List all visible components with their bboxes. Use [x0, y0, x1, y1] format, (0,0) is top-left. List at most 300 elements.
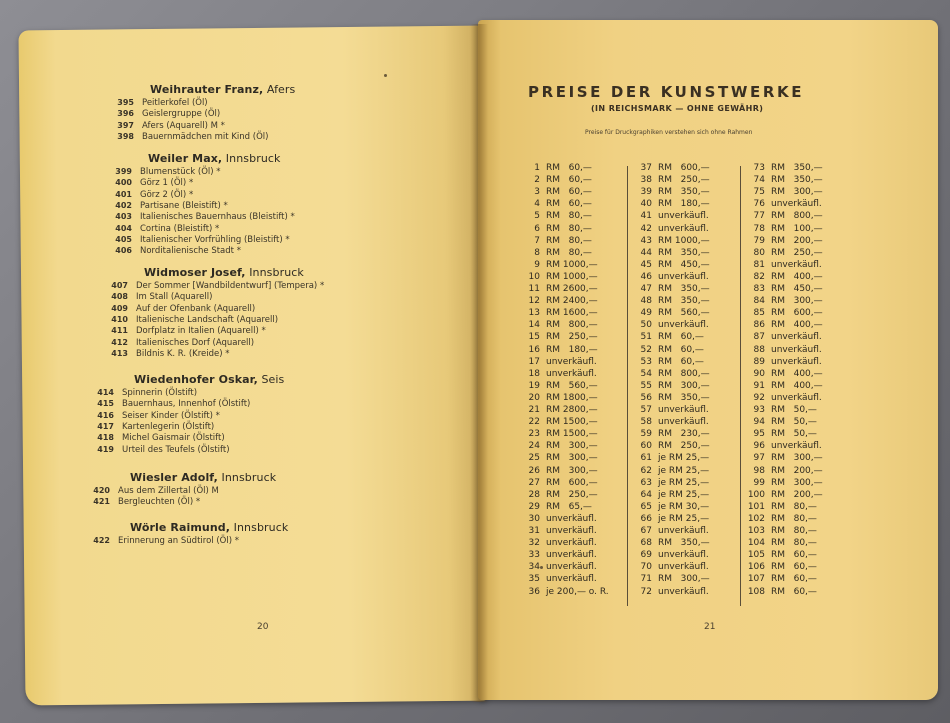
- catalog-number: 103: [747, 526, 765, 536]
- catalog-number: 418: [97, 433, 114, 443]
- price-row: [745, 502, 817, 512]
- price-value: RM 100,—: [771, 223, 823, 234]
- artist-name: Widmoser Josef,: [144, 266, 246, 279]
- artwork-title: Italienischer Vorfrühling (Bleistift) *: [140, 234, 290, 245]
- price-row: [520, 199, 592, 209]
- catalog-number: 401: [115, 189, 132, 199]
- price-row: [520, 187, 592, 197]
- catalog-number: 422: [93, 536, 110, 545]
- catalog-number: 29: [528, 501, 540, 512]
- price-value: RM 60,—: [546, 187, 592, 198]
- price-value: RM 1500,—: [546, 417, 598, 428]
- price-row: [520, 453, 598, 463]
- price-value: RM 80,—: [546, 223, 592, 234]
- artist-heading: [130, 471, 276, 484]
- catalog-number: 410: [111, 314, 128, 324]
- catalog-number: 91: [753, 380, 765, 391]
- artist-place: Innsbruck: [217, 471, 277, 484]
- artwork-title: Spinnerin (Ölstift): [122, 388, 198, 398]
- price-row: [745, 345, 822, 355]
- artwork-title: Michel Gaismair (Ölstift): [122, 433, 225, 444]
- catalog-number: 9: [534, 259, 540, 270]
- price-row: [632, 526, 709, 536]
- price-row: [632, 550, 709, 560]
- price-value: RM 300,—: [658, 574, 710, 585]
- catalog-number: 28: [528, 489, 540, 500]
- artwork-entry: [84, 536, 239, 546]
- catalog-number: 76: [753, 199, 765, 210]
- catalog-number: 7: [534, 235, 540, 246]
- catalog-number: 20: [528, 392, 540, 403]
- price-row: [632, 453, 709, 463]
- price-value: unverkäufl.: [658, 405, 709, 415]
- price-row: [520, 163, 592, 173]
- price-value: RM 1500,—: [546, 429, 598, 440]
- price-value: RM 60,—: [771, 562, 817, 573]
- catalog-number: 71: [640, 574, 652, 585]
- artwork-entry: [102, 281, 324, 291]
- catalog-number: 37: [640, 163, 652, 173]
- catalog-number: 95: [753, 429, 765, 440]
- price-row: [745, 284, 823, 294]
- price-row: [520, 429, 598, 439]
- price-row: [520, 405, 598, 415]
- price-value: RM 450,—: [658, 259, 710, 270]
- price-value: RM 50,—: [771, 417, 817, 428]
- catalog-number: 15: [528, 332, 540, 343]
- catalog-number: 413: [111, 348, 128, 358]
- catalog-number: 11: [528, 284, 540, 294]
- price-value: je RM 25,—: [658, 477, 710, 488]
- catalog-number: 88: [753, 344, 765, 355]
- artwork-entry: [102, 349, 230, 359]
- price-row: [520, 466, 598, 476]
- catalog-number: 417: [97, 421, 114, 431]
- price-value: RM 300,—: [546, 465, 598, 476]
- price-row: [745, 199, 822, 209]
- catalog-number: 78: [753, 223, 765, 234]
- catalog-number: 45: [640, 259, 652, 270]
- artwork-entry: [106, 201, 228, 211]
- catalog-number: 30: [528, 513, 540, 524]
- catalog-number: 56: [640, 392, 652, 403]
- artist-heading: [150, 83, 295, 96]
- price-row: [632, 441, 710, 451]
- price-row: [520, 538, 597, 548]
- price-row: [745, 224, 823, 234]
- artwork-title: Görz 2 (Öl) *: [140, 189, 194, 200]
- catalog-number: 107: [747, 574, 765, 585]
- price-value: RM 50,—: [771, 429, 817, 440]
- catalog-number: 33: [528, 550, 540, 561]
- artwork-title: Bauernmädchen mit Kind (Öl): [142, 131, 269, 142]
- catalog-number: 19: [528, 380, 540, 391]
- price-row: [632, 272, 709, 282]
- price-row: [520, 345, 598, 355]
- catalog-number: 38: [640, 175, 652, 186]
- catalog-number: 70: [640, 562, 652, 573]
- price-row: [632, 199, 710, 209]
- price-value: RM 1000,—: [546, 271, 598, 282]
- price-value: RM 60,—: [546, 175, 592, 186]
- catalog-number: 12: [528, 296, 540, 307]
- price-value: RM 60,—: [546, 199, 592, 210]
- price-value: unverkäufl.: [546, 550, 597, 561]
- price-row: [632, 393, 710, 403]
- price-row: [745, 453, 823, 463]
- catalog-number: 13: [528, 308, 540, 319]
- price-value: RM 60,—: [771, 586, 817, 597]
- artwork-entry: [106, 178, 193, 188]
- price-value: RM 350,—: [658, 538, 710, 549]
- catalog-number: 406: [115, 246, 132, 256]
- catalog-number: 43: [640, 235, 652, 246]
- price-row: [520, 526, 597, 536]
- price-value: RM 300,—: [771, 453, 823, 464]
- price-row: [632, 211, 709, 221]
- price-value: unverkäufl.: [658, 211, 709, 222]
- price-row: [520, 296, 598, 306]
- catalog-number: 62: [640, 465, 652, 476]
- catalog-number: 419: [97, 444, 114, 454]
- artwork-title: Norditalienische Stadt *: [140, 246, 241, 257]
- catalog-number: 16: [528, 344, 540, 355]
- price-value: RM 2800,—: [546, 405, 598, 415]
- catalog-number: 403: [115, 212, 132, 222]
- price-row: [520, 320, 598, 330]
- artwork-entry: [108, 132, 268, 142]
- artist-name: Wörle Raimund,: [130, 521, 231, 534]
- price-value: unverkäufl.: [658, 526, 709, 536]
- price-row: [632, 429, 710, 439]
- catalog-number: 85: [753, 308, 765, 319]
- price-row: [520, 502, 592, 512]
- artwork-title: Der Sommer [Wandbildentwurf] (Tempera) *: [136, 281, 325, 291]
- catalog-number: 398: [117, 131, 134, 141]
- price-value: RM 65,—: [546, 501, 592, 512]
- catalog-number: 84: [753, 296, 765, 307]
- price-value: unverkäufl.: [546, 538, 597, 549]
- catalog-number: 8: [534, 247, 540, 258]
- catalog-number: 75: [753, 187, 765, 198]
- price-value: RM 2400,—: [546, 296, 598, 307]
- catalog-number: 90: [753, 368, 765, 379]
- price-row: [632, 381, 710, 391]
- catalog-number: 81: [753, 259, 765, 270]
- catalog-number: 22: [528, 417, 540, 428]
- price-value: RM 180,—: [658, 199, 710, 210]
- artwork-entry: [106, 246, 241, 256]
- price-row: [745, 466, 823, 476]
- catalog-number: 404: [115, 223, 132, 233]
- catalog-number: 10: [528, 271, 540, 282]
- artwork-entry: [88, 445, 230, 455]
- catalog-number: 98: [753, 465, 765, 476]
- price-value: RM 400,—: [771, 271, 823, 282]
- price-row: [745, 587, 817, 597]
- artwork-title: Afers (Aquarell) M *: [142, 120, 225, 131]
- catalog-number: 73: [753, 163, 765, 173]
- catalog-number: 54: [640, 368, 652, 379]
- price-row: [745, 405, 817, 415]
- price-value: RM 600,—: [546, 477, 598, 488]
- price-row: [632, 490, 709, 500]
- price-value: RM 250,—: [771, 247, 823, 258]
- price-row: [632, 538, 710, 548]
- catalog-number: 47: [640, 284, 652, 294]
- price-row: [520, 574, 597, 584]
- price-value: je RM 25,—: [658, 453, 710, 464]
- price-row: [745, 381, 823, 391]
- artwork-title: Blumenstück (Öl) *: [140, 167, 221, 177]
- artwork-title: Geislergruppe (Öl): [142, 109, 221, 120]
- price-value: unverkäufl.: [771, 332, 822, 343]
- price-value: unverkäufl.: [546, 562, 597, 573]
- price-value: RM 800,—: [658, 368, 710, 379]
- price-value: unverkäufl.: [546, 356, 597, 367]
- price-row: [520, 260, 598, 270]
- artist-place: Innsbruck: [222, 152, 281, 165]
- artist-place: Afers: [263, 83, 296, 96]
- price-value: RM 80,—: [771, 538, 817, 549]
- catalog-number: 97: [753, 453, 765, 464]
- catalog-number: 14: [528, 320, 540, 331]
- price-row: [632, 417, 709, 427]
- catalog-number: 42: [640, 223, 652, 234]
- artwork-entry: [106, 212, 295, 222]
- price-value: unverkäufl.: [546, 574, 597, 585]
- price-row: [745, 441, 822, 451]
- catalog-number: 40: [640, 199, 652, 210]
- catalog-number: 415: [97, 399, 114, 409]
- artwork-title: Italienische Landschaft (Aquarell): [136, 314, 279, 325]
- price-row: [632, 587, 709, 597]
- artwork-entry: [106, 235, 290, 245]
- catalog-number: 6: [534, 223, 540, 234]
- artist-heading: [130, 521, 288, 534]
- price-row: [632, 502, 709, 512]
- price-row: [745, 211, 823, 221]
- price-value: RM 200,—: [771, 489, 823, 500]
- catalog-number: 31: [528, 526, 540, 536]
- left-page: [18, 26, 487, 706]
- catalog-number: 94: [753, 417, 765, 428]
- price-value: RM 560,—: [546, 380, 598, 391]
- catalog-number: 55: [640, 380, 652, 391]
- price-value: RM 60,—: [658, 344, 704, 355]
- price-row: [520, 369, 597, 379]
- catalog-number: 61: [640, 453, 652, 464]
- price-value: RM 800,—: [546, 320, 598, 331]
- price-value: RM 300,—: [546, 453, 598, 464]
- artwork-title: Görz 1 (Öl) *: [140, 178, 194, 189]
- catalog-number: 46: [640, 271, 652, 282]
- price-value: RM 60,—: [546, 163, 592, 173]
- catalog-number: 24: [528, 441, 540, 452]
- price-value: RM 80,—: [546, 211, 592, 222]
- catalog-number: 53: [640, 356, 652, 367]
- artwork-title: Seiser Kinder (Ölstift) *: [122, 410, 220, 421]
- price-value: RM 350,—: [658, 284, 710, 294]
- catalog-number: 60: [640, 441, 652, 452]
- page-number-left: 20: [257, 622, 269, 632]
- catalog-number: 104: [747, 538, 765, 549]
- artwork-title: Cortina (Bleistift) *: [140, 223, 220, 234]
- price-row: [745, 260, 822, 270]
- page-blemish: [384, 74, 387, 77]
- catalog-number: 412: [111, 337, 128, 347]
- price-row: [520, 332, 598, 342]
- price-value: RM 250,—: [658, 441, 710, 452]
- price-value: RM 400,—: [771, 368, 823, 379]
- catalog-number: 96: [753, 441, 765, 452]
- price-note: Preise für Druckgraphiken verstehen sich ohne Rahmen: [585, 129, 753, 136]
- page-number-right: 21: [704, 622, 716, 632]
- price-value: unverkäufl.: [771, 356, 822, 367]
- artwork-title: Auf der Ofenbank (Aquarell): [136, 303, 256, 314]
- catalog-number: 49: [640, 308, 652, 319]
- artwork-entry: [88, 422, 214, 432]
- price-row: [745, 320, 823, 330]
- price-row: [745, 175, 823, 185]
- catalog-number: 34: [528, 562, 540, 573]
- price-value: je RM 25,—: [658, 513, 710, 524]
- catalog-number: 105: [747, 550, 765, 561]
- price-value: RM 400,—: [771, 380, 823, 391]
- artwork-entry: [102, 292, 212, 302]
- catalog-number: 69: [640, 550, 652, 561]
- price-row: [632, 405, 709, 415]
- price-row: [745, 296, 823, 306]
- catalog-number: 86: [753, 320, 765, 331]
- price-value: RM 200,—: [771, 465, 823, 476]
- artwork-entry: [106, 224, 219, 234]
- price-value: RM 350,—: [658, 247, 710, 258]
- price-value: RM 800,—: [771, 211, 823, 222]
- catalog-number: 397: [117, 120, 134, 130]
- catalog-number: 27: [528, 477, 540, 488]
- price-row: [632, 187, 710, 197]
- page-subtitle: (IN REICHSMARK — OHNE GEWÄHR): [591, 104, 764, 113]
- artwork-entry: [88, 388, 197, 398]
- artwork-entry: [102, 315, 278, 325]
- catalog-number: 67: [640, 526, 652, 536]
- price-value: unverkäufl.: [546, 368, 597, 379]
- price-row: [745, 514, 817, 524]
- price-value: RM 250,—: [546, 489, 598, 500]
- catalog-number: 101: [747, 501, 765, 512]
- artwork-entry: [88, 411, 220, 421]
- artwork-entry: [106, 167, 221, 177]
- price-value: RM 2600,—: [546, 284, 598, 294]
- artwork-entry: [108, 121, 225, 131]
- price-value: RM 450,—: [771, 284, 823, 294]
- catalog-number: 51: [640, 332, 652, 343]
- catalog-number: 92: [753, 392, 765, 403]
- price-row: [745, 417, 817, 427]
- catalog-number: 108: [747, 586, 765, 597]
- artwork-title: Kartenlegerin (Ölstift): [122, 421, 215, 432]
- artwork-entry: [108, 98, 208, 108]
- price-row: [632, 357, 704, 367]
- price-value: RM 1600,—: [546, 308, 598, 319]
- catalog-number: 48: [640, 296, 652, 307]
- catalog-number: 74: [753, 175, 765, 186]
- price-value: unverkäufl.: [658, 320, 709, 331]
- price-row: [632, 332, 704, 342]
- catalog-number: 100: [747, 489, 765, 500]
- price-row: [520, 441, 598, 451]
- price-value: unverkäufl.: [658, 562, 709, 573]
- catalog-number: 35: [528, 574, 540, 585]
- artwork-title: Peitlerkofel (Öl): [142, 98, 208, 108]
- price-value: unverkäufl.: [771, 344, 822, 355]
- price-value: RM 200,—: [771, 235, 823, 246]
- catalog-number: 4: [534, 199, 540, 210]
- price-value: RM 600,—: [771, 308, 823, 319]
- price-value: unverkäufl.: [546, 526, 597, 536]
- catalog-number: 99: [753, 477, 765, 488]
- artwork-entry: [102, 326, 266, 336]
- catalog-number: 21: [528, 405, 540, 415]
- price-row: [745, 163, 823, 173]
- price-row: [745, 357, 822, 367]
- catalog-number: 59: [640, 429, 652, 440]
- column-divider: [627, 166, 628, 606]
- price-value: unverkäufl.: [771, 199, 822, 210]
- artwork-entry: [108, 109, 220, 119]
- price-row: [520, 478, 598, 488]
- price-row: [745, 248, 823, 258]
- catalog-number: 39: [640, 187, 652, 198]
- price-row: [632, 248, 710, 258]
- price-value: RM 60,—: [771, 574, 817, 585]
- catalog-number: 25: [528, 453, 540, 464]
- price-row: [520, 248, 592, 258]
- price-row: [632, 562, 709, 572]
- catalog-number: 52: [640, 344, 652, 355]
- catalog-number: 57: [640, 405, 652, 415]
- catalog-number: 87: [753, 332, 765, 343]
- catalog-number: 395: [117, 98, 134, 107]
- catalog-number: 396: [117, 109, 134, 119]
- artwork-entry: [84, 497, 200, 507]
- catalog-number: 36: [528, 586, 540, 597]
- price-row: [745, 369, 823, 379]
- price-value: RM 230,—: [658, 429, 710, 440]
- catalog-number: 400: [115, 178, 132, 188]
- price-value: RM 80,—: [546, 235, 592, 246]
- price-value: RM 60,—: [771, 550, 817, 561]
- price-value: RM 80,—: [546, 247, 592, 258]
- price-row: [745, 538, 817, 548]
- price-row: [632, 514, 709, 524]
- price-row: [520, 357, 597, 367]
- price-value: je RM 25,—: [658, 465, 710, 476]
- price-value: je RM 25,—: [658, 489, 710, 500]
- price-row: [745, 332, 822, 342]
- artwork-title: Dorfplatz in Italien (Aquarell) *: [136, 326, 266, 337]
- price-row: [632, 224, 709, 234]
- catalog-number: 408: [111, 292, 128, 302]
- artist-heading: [144, 266, 304, 279]
- artwork-title: Im Stall (Aquarell): [136, 292, 213, 303]
- catalog-number: 411: [111, 326, 128, 336]
- price-row: [745, 393, 822, 403]
- price-row: [520, 417, 598, 427]
- catalog-number: 102: [747, 513, 765, 524]
- book-gutter: [470, 24, 488, 702]
